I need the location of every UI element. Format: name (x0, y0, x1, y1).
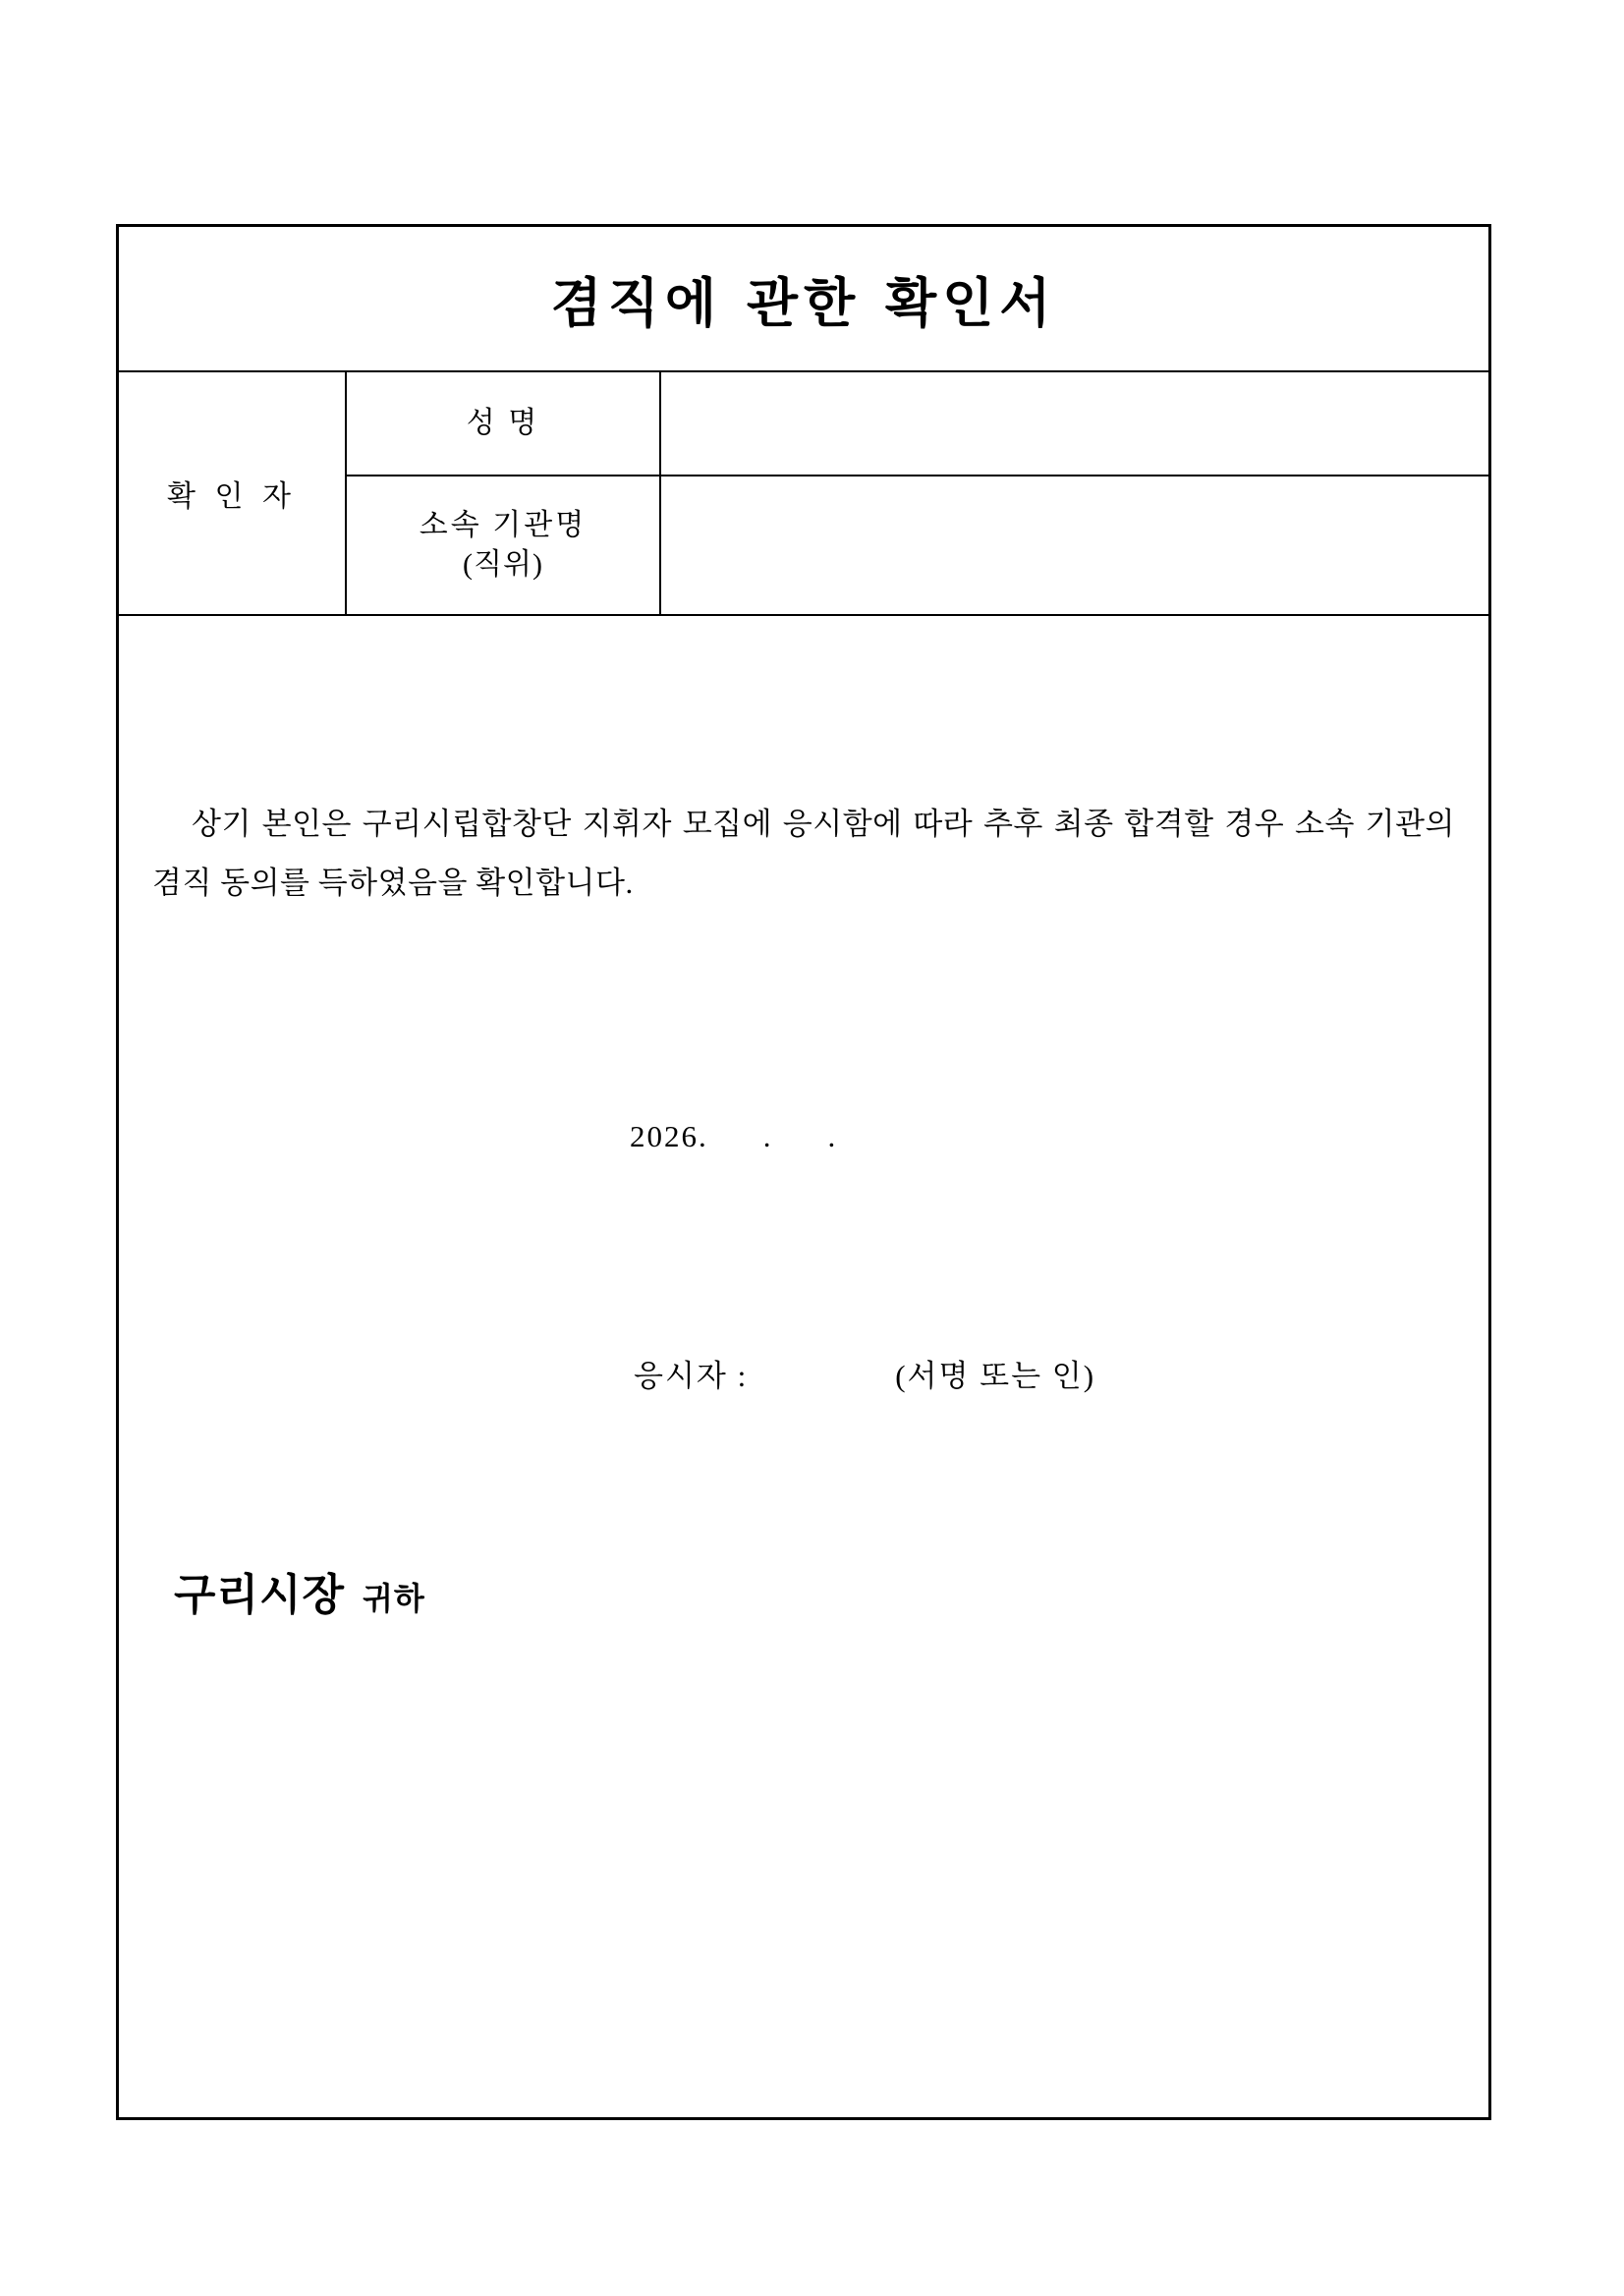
table-row (347, 476, 1488, 614)
date-line (630, 1119, 837, 1154)
recipient-name: 구리시장 (174, 1570, 346, 1620)
statement-text: 상기 본인은 구리시립합창단 지휘자 모집에 응시함에 따라 추후 최종 합격할 경우 소속 기관의 겸직 동의를 득하였음을 확인합니다. (152, 807, 1455, 901)
date-year: 2026. (630, 1119, 708, 1153)
statement-paragraph (152, 795, 1455, 914)
organization-field-label-sub: (직위) (463, 548, 543, 581)
recipient-line (174, 1559, 425, 1622)
table-row (347, 372, 1488, 476)
confirmer-info-table (119, 372, 1488, 616)
organization-field-value[interactable] (661, 476, 1488, 614)
confirmer-rows (347, 372, 1488, 614)
signature-note: (서명 또는 인) (895, 1359, 1096, 1393)
document-body (119, 616, 1488, 2117)
date-day-mark: . (827, 1119, 838, 1153)
title-row (119, 227, 1488, 372)
applicant-label: 응시자 : (634, 1359, 749, 1393)
page-title: 겸직에 관한 확인서 (550, 271, 1057, 334)
name-field-value[interactable] (661, 372, 1488, 475)
recipient-suffix: 귀하 (363, 1580, 425, 1617)
signature-line (634, 1351, 1095, 1395)
document-frame (116, 224, 1491, 2120)
name-field-label: 성 명 (347, 372, 661, 475)
organization-field-label-main: 소속 기관명 (419, 508, 588, 541)
organization-field-label (347, 476, 661, 614)
confirmer-label: 확 인 자 (119, 372, 347, 614)
date-month-mark: . (762, 1119, 773, 1153)
